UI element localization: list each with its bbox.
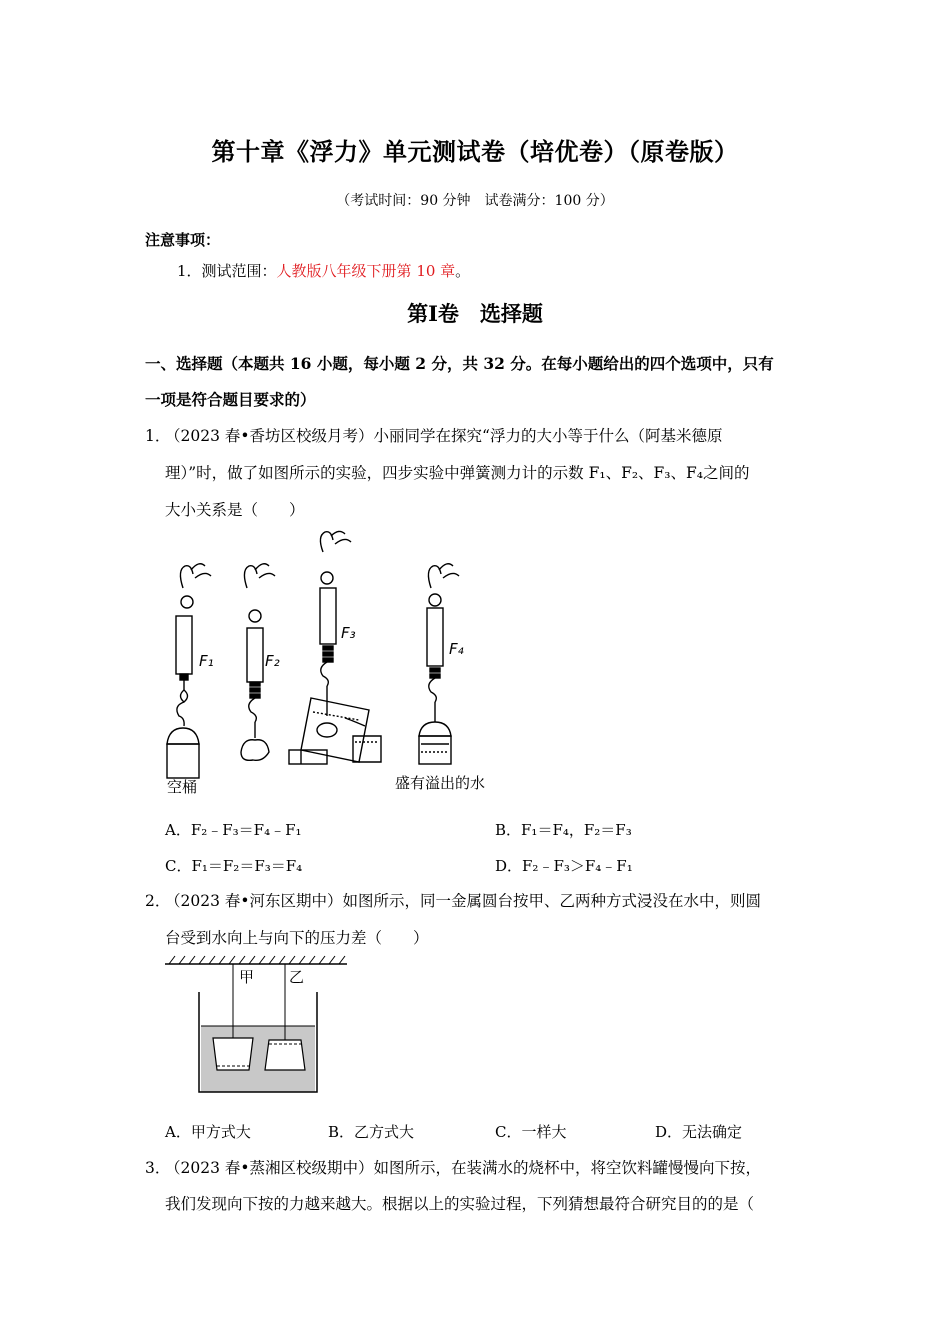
hand-3 (320, 532, 333, 552)
q2-option-a[interactable]: A．甲方式大 (165, 1123, 251, 1141)
q2-option-d[interactable]: D．无法确定 (655, 1123, 743, 1141)
q3-line1: （2023 春•蒸湘区校级期中）如图所示，在装满水的烧杯中，将空饮料罐慢慢向下按， (165, 1159, 762, 1177)
label-f1: F₁ (199, 652, 214, 670)
q2-line1: （2023 春•河东区期中）如图所示，同一金属圆台按甲、乙两种方式浸没在水中，则圆 (165, 892, 762, 910)
scope-suffix: 。 (455, 262, 471, 280)
q2-number: 2． (145, 892, 171, 910)
label-empty-bucket: 空桶 (167, 778, 198, 796)
q1-figure-archimedes (155, 530, 515, 802)
q1-option-a[interactable]: A．F₂﹣F₃＝F₄﹣F₁ (165, 821, 302, 839)
section-title: 第Ⅰ卷 选择题 (407, 301, 543, 326)
scope-prefix: 1．测试范围： (177, 262, 277, 280)
part1-heading-line2: 一项是符合题目要求的） (145, 390, 316, 409)
notice-heading: 注意事项： (145, 231, 221, 249)
q1-option-d[interactable]: D．F₂﹣F₃＞F₄﹣F₁ (495, 857, 633, 875)
label-overflow-water: 盛有溢出的水 (395, 774, 486, 792)
q1-line2: 理）”时，做了如图所示的实验，四步实验中弹簧测力计的示数 F₁、F₂、F₃、F₄之间的 (165, 464, 750, 482)
label-f4: F₄ (449, 640, 464, 658)
q2-option-c[interactable]: C．一样大 (495, 1123, 567, 1141)
scope-highlight: 人教版八年级下册第 10 章 (276, 262, 456, 280)
q2-figure-frustum (165, 954, 350, 1099)
q1-number: 1． (145, 427, 171, 445)
notice-item-scope (177, 260, 470, 281)
label-f2: F₂ (265, 652, 280, 670)
q3-line2: 我们发现向下按的力越来越大。根据以上的实验过程，下列猜想最符合研究目的的是（ (165, 1195, 755, 1213)
q2-option-b[interactable]: B．乙方式大 (328, 1123, 415, 1141)
label-f3: F₃ (341, 624, 356, 642)
q1-line3: 大小关系是（ ） (165, 501, 305, 519)
q1-option-c[interactable]: C．F₁＝F₂＝F₃＝F₄ (165, 857, 303, 875)
q1-option-b[interactable]: B．F₁＝F₄，F₂＝F₃ (495, 821, 632, 839)
q1-line1: （2023 春•香坊区校级月考）小丽同学在探究“浮力的大小等于什么（阿基米德原 (165, 427, 723, 445)
page-title: 第十章《浮力》单元测试卷（培优卷）（原卷版） (211, 137, 739, 166)
part1-heading-line1: 一、选择题（本题共 16 小题，每小题 2 分，共 32 分。在每小题给出的四个选项中，只有 (145, 354, 774, 373)
label-yi: 乙 (289, 968, 305, 986)
exam-info: （考试时间：90 分钟 试卷满分：100 分） (336, 193, 614, 209)
q3-number: 3． (145, 1159, 171, 1177)
q2-line2: 台受到水向上与向下的压力差（ ） (165, 929, 429, 947)
label-jia: 甲 (239, 968, 255, 986)
